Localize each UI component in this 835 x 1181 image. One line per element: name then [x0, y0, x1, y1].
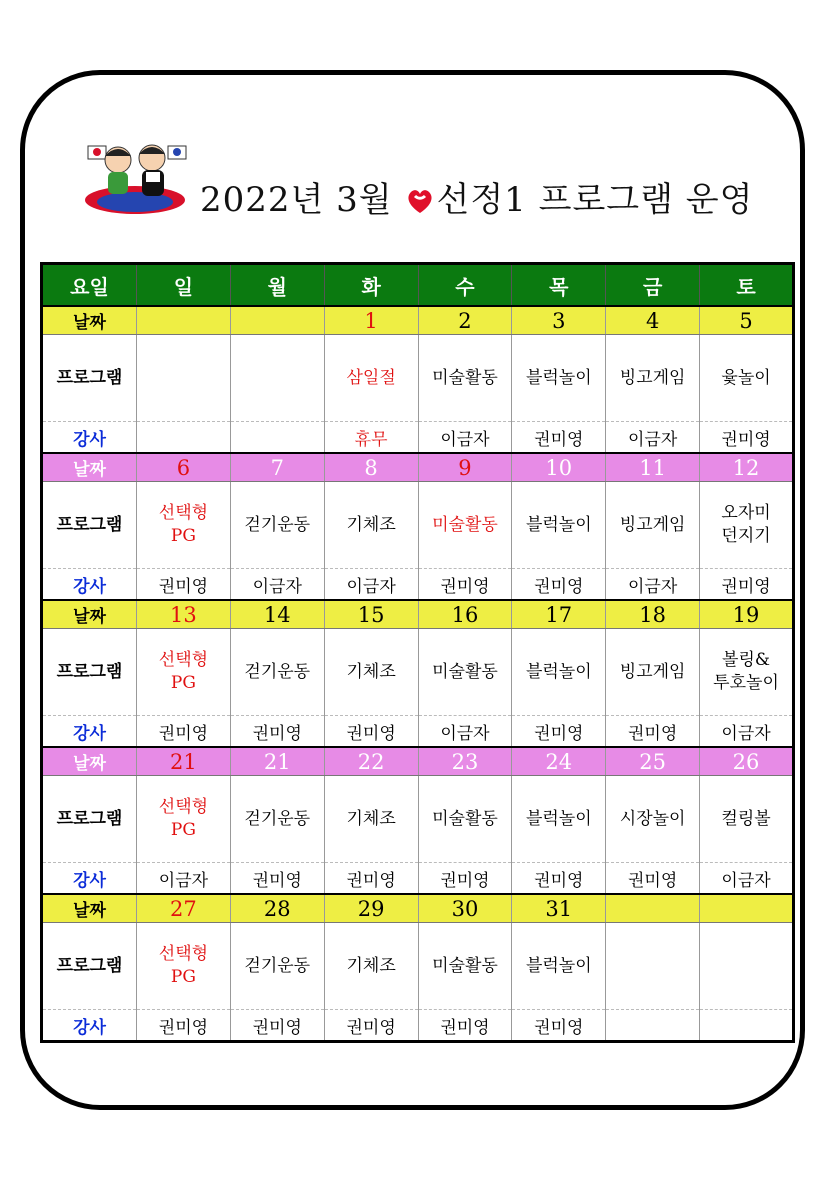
header-thu: 목 — [512, 264, 606, 307]
instructor-row — [42, 422, 794, 454]
program-cell: 선택형 PG — [137, 482, 231, 569]
header-sun: 일 — [137, 264, 231, 307]
date-cell: 5 — [700, 306, 794, 335]
date-cell: 23 — [418, 747, 512, 776]
instructor-cell: 권미영 — [512, 716, 606, 748]
date-cell: 17 — [512, 600, 606, 629]
program-cell — [137, 335, 231, 422]
instructor-cell: 권미영 — [324, 863, 418, 895]
instructor-row-label: 강사 — [42, 716, 137, 748]
instructor-cell: 이금자 — [700, 863, 794, 895]
date-cell — [137, 306, 231, 335]
instructor-row-label: 강사 — [42, 1010, 137, 1042]
instructor-row — [42, 716, 794, 748]
program-cell: 미술활동 — [418, 629, 512, 716]
instructor-cell: 이금자 — [606, 422, 700, 454]
program-cell: 블럭놀이 — [512, 482, 606, 569]
instructor-cell: 권미영 — [230, 1010, 324, 1042]
date-row-label: 날짜 — [42, 453, 137, 482]
program-cell: 오자미 던지기 — [700, 482, 794, 569]
instructor-cell: 이금자 — [324, 569, 418, 601]
date-cell — [700, 894, 794, 923]
program-cell: 윷놀이 — [700, 335, 794, 422]
date-cell: 4 — [606, 306, 700, 335]
instructor-row-label: 강사 — [42, 569, 137, 601]
instructor-cell — [700, 1010, 794, 1042]
instructor-row-label: 강사 — [42, 422, 137, 454]
header-wed: 수 — [418, 264, 512, 307]
instructor-cell: 이금자 — [700, 716, 794, 748]
date-row — [42, 747, 794, 776]
date-cell: 22 — [324, 747, 418, 776]
program-cell: 블럭놀이 — [512, 923, 606, 1010]
date-cell: 31 — [512, 894, 606, 923]
program-cell: 컬링볼 — [700, 776, 794, 863]
program-row — [42, 923, 794, 1010]
date-cell: 21 — [230, 747, 324, 776]
date-cell: 11 — [606, 453, 700, 482]
title-center: 선정1 — [436, 180, 527, 220]
instructor-cell — [606, 1010, 700, 1042]
program-cell: 미술활동 — [418, 335, 512, 422]
date-cell: 15 — [324, 600, 418, 629]
heart-logo-icon — [406, 185, 434, 215]
instructor-cell: 이금자 — [230, 569, 324, 601]
instructor-cell: 이금자 — [606, 569, 700, 601]
date-cell: 29 — [324, 894, 418, 923]
instructor-row-label: 강사 — [42, 863, 137, 895]
instructor-cell: 권미영 — [418, 569, 512, 601]
date-cell: 1 — [324, 306, 418, 335]
instructor-cell: 권미영 — [137, 1010, 231, 1042]
program-cell — [700, 923, 794, 1010]
header-sat: 토 — [700, 264, 794, 307]
program-cell: 미술활동 — [418, 776, 512, 863]
mascot-children-with-flags-icon — [80, 138, 190, 218]
date-cell: 25 — [606, 747, 700, 776]
program-cell: 기체조 — [324, 776, 418, 863]
program-cell: 삼일절 — [324, 335, 418, 422]
instructor-cell: 권미영 — [700, 422, 794, 454]
program-cell: 선택형 PG — [137, 923, 231, 1010]
instructor-cell: 이금자 — [137, 863, 231, 895]
program-cell: 빙고게임 — [606, 482, 700, 569]
program-cell: 선택형 PG — [137, 629, 231, 716]
program-row — [42, 482, 794, 569]
date-cell: 26 — [700, 747, 794, 776]
program-cell: 빙고게임 — [606, 629, 700, 716]
header-tue: 화 — [324, 264, 418, 307]
header-weekday-label: 요일 — [42, 264, 137, 307]
date-cell: 24 — [512, 747, 606, 776]
date-row-label: 날짜 — [42, 894, 137, 923]
instructor-cell: 권미영 — [700, 569, 794, 601]
program-cell: 걷기운동 — [230, 776, 324, 863]
instructor-cell: 이금자 — [418, 716, 512, 748]
program-cell: 선택형 PG — [137, 776, 231, 863]
date-cell — [230, 306, 324, 335]
instructor-row — [42, 1010, 794, 1042]
weekday-header-row — [42, 264, 794, 307]
date-row — [42, 600, 794, 629]
instructor-cell: 권미영 — [512, 569, 606, 601]
program-cell: 블럭놀이 — [512, 629, 606, 716]
page-title — [200, 172, 753, 221]
instructor-cell: 권미영 — [418, 1010, 512, 1042]
header-mon: 월 — [230, 264, 324, 307]
program-cell: 걷기운동 — [230, 923, 324, 1010]
instructor-cell: 권미영 — [512, 1010, 606, 1042]
date-cell: 21 — [137, 747, 231, 776]
instructor-cell: 휴무 — [324, 422, 418, 454]
date-cell: 18 — [606, 600, 700, 629]
program-row-label: 프로그램 — [42, 335, 137, 422]
date-row-label: 날짜 — [42, 600, 137, 629]
instructor-row — [42, 569, 794, 601]
date-row-label: 날짜 — [42, 747, 137, 776]
program-cell: 빙고게임 — [606, 335, 700, 422]
instructor-cell: 권미영 — [512, 422, 606, 454]
instructor-cell: 권미영 — [137, 569, 231, 601]
program-cell: 걷기운동 — [230, 482, 324, 569]
instructor-cell: 권미영 — [230, 716, 324, 748]
program-cell: 걷기운동 — [230, 629, 324, 716]
date-row-label: 날짜 — [42, 306, 137, 335]
instructor-cell: 권미영 — [324, 1010, 418, 1042]
date-cell: 12 — [700, 453, 794, 482]
schedule-table — [40, 262, 795, 1043]
date-row — [42, 894, 794, 923]
program-row-label: 프로그램 — [42, 629, 137, 716]
date-cell: 8 — [324, 453, 418, 482]
instructor-cell: 이금자 — [418, 422, 512, 454]
instructor-cell: 권미영 — [324, 716, 418, 748]
instructor-cell: 권미영 — [606, 863, 700, 895]
date-cell: 16 — [418, 600, 512, 629]
date-cell: 30 — [418, 894, 512, 923]
program-cell: 기체조 — [324, 923, 418, 1010]
date-cell: 7 — [230, 453, 324, 482]
program-cell: 미술활동 — [418, 923, 512, 1010]
instructor-cell — [137, 422, 231, 454]
instructor-cell: 권미영 — [606, 716, 700, 748]
date-cell: 13 — [137, 600, 231, 629]
program-cell — [606, 923, 700, 1010]
title-suffix: 프로그램 운영 — [538, 180, 754, 220]
program-cell — [230, 335, 324, 422]
date-cell: 9 — [418, 453, 512, 482]
program-row — [42, 335, 794, 422]
program-cell: 시장놀이 — [606, 776, 700, 863]
program-row-label: 프로그램 — [42, 482, 137, 569]
date-row — [42, 306, 794, 335]
instructor-cell: 권미영 — [230, 863, 324, 895]
instructor-cell — [230, 422, 324, 454]
date-cell: 28 — [230, 894, 324, 923]
date-cell: 3 — [512, 306, 606, 335]
program-row-label: 프로그램 — [42, 776, 137, 863]
program-cell: 미술활동 — [418, 482, 512, 569]
program-cell: 기체조 — [324, 629, 418, 716]
instructor-row — [42, 863, 794, 895]
program-cell: 기체조 — [324, 482, 418, 569]
date-cell: 2 — [418, 306, 512, 335]
date-cell — [606, 894, 700, 923]
program-row — [42, 629, 794, 716]
program-cell: 블럭놀이 — [512, 335, 606, 422]
date-cell: 19 — [700, 600, 794, 629]
date-cell: 27 — [137, 894, 231, 923]
date-cell: 6 — [137, 453, 231, 482]
date-cell: 14 — [230, 600, 324, 629]
program-row — [42, 776, 794, 863]
instructor-cell: 권미영 — [418, 863, 512, 895]
instructor-cell: 권미영 — [512, 863, 606, 895]
instructor-cell: 권미영 — [137, 716, 231, 748]
program-row-label: 프로그램 — [42, 923, 137, 1010]
header-fri: 금 — [606, 264, 700, 307]
program-cell: 블럭놀이 — [512, 776, 606, 863]
title-prefix: 2022년 3월 — [200, 180, 393, 220]
date-row — [42, 453, 794, 482]
date-cell: 10 — [512, 453, 606, 482]
program-cell: 볼링& 투호놀이 — [700, 629, 794, 716]
